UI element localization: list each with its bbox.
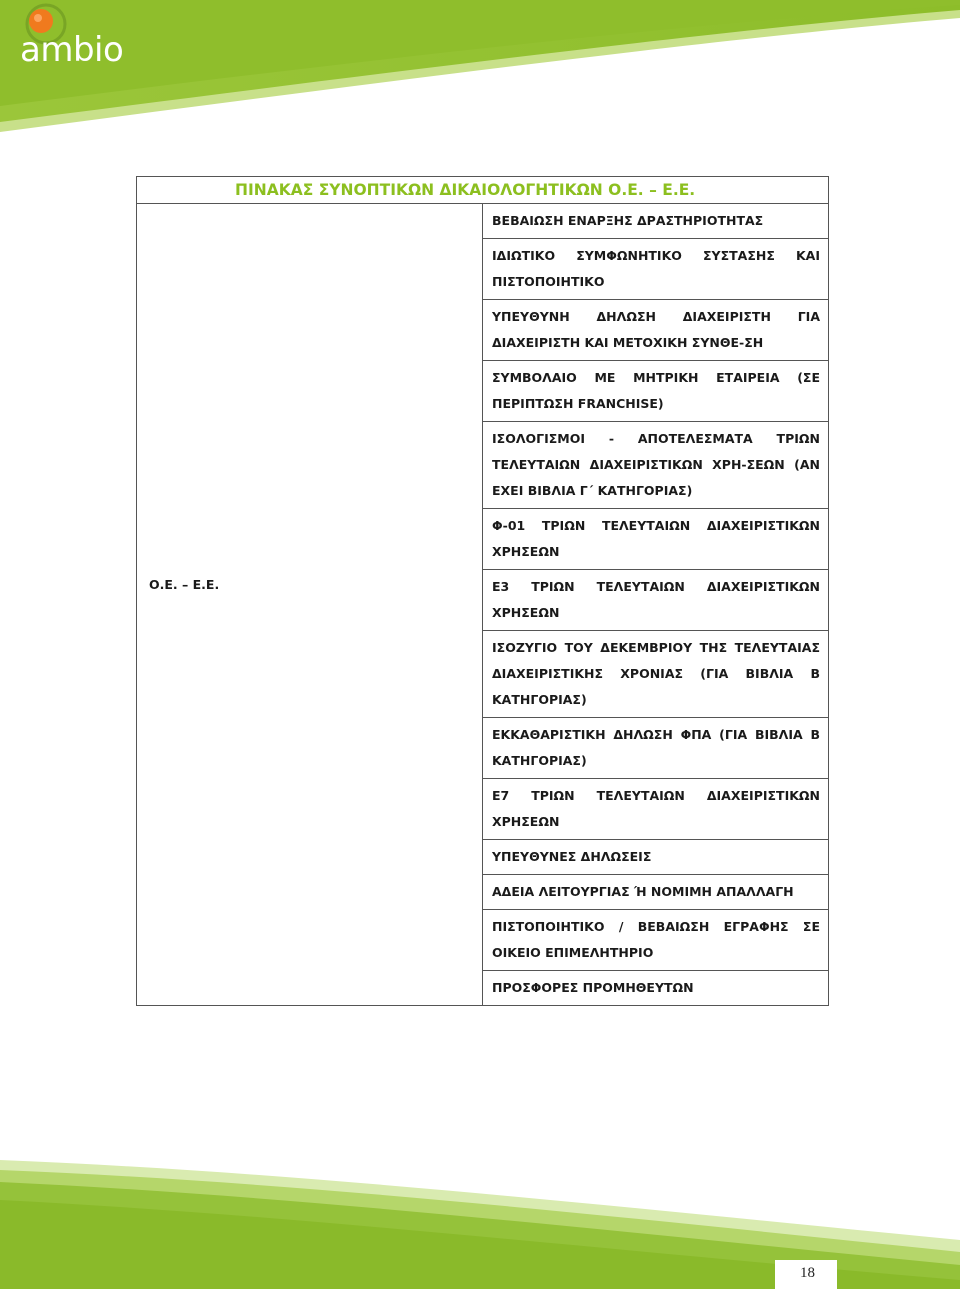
table-row: Ε3 ΤΡΙΩΝ ΤΕΛΕΥΤΑΙΩΝ ΔΙΑΧΕΙΡΙΣΤΙΚΩΝ ΧΡΗΣΕΩΝ xyxy=(483,570,829,631)
table-row: ΙΣΟΛΟΓΙΣΜΟΙ - ΑΠΟΤΕΛΕΣΜΑΤΑ ΤΡΙΩΝ ΤΕΛΕΥΤΑΙΩΝ ΔΙΑΧΕΙΡΙΣΤΙΚΩΝ ΧΡΗ-ΣΕΩΝ (ΑΝ ΕΧΕΙ ΒΙΒΛΙΑ Γ΄ ΚΑΤΗΓΟΡΙΑΣ) xyxy=(483,422,829,509)
table-row: Ε7 ΤΡΙΩΝ ΤΕΛΕΥΤΑΙΩΝ ΔΙΑΧΕΙΡΙΣΤΙΚΩΝ ΧΡΗΣΕΩΝ xyxy=(483,779,829,840)
table-row: ΣΥΜΒΟΛΑΙΟ ΜΕ ΜΗΤΡΙΚΗ ΕΤΑΙΡΕΙΑ (ΣΕ ΠΕΡΙΠΤΩΣΗ FRANCHISE) xyxy=(483,361,829,422)
logo-text: ambio xyxy=(20,30,124,70)
table-row: ΠΡΟΣΦΟΡΕΣ ΠΡΟΜΗΘΕΥΤΩΝ xyxy=(483,971,829,1006)
table-row: ΑΔΕΙΑ ΛΕΙΤΟΥΡΓΙΑΣ Ή ΝΟΜΙΜΗ ΑΠΑΛΛΑΓΗ xyxy=(483,875,829,910)
table-row: Φ-01 ΤΡΙΩΝ ΤΕΛΕΥΤΑΙΩΝ ΔΙΑΧΕΙΡΙΣΤΙΚΩΝ ΧΡΗΣΕΩΝ xyxy=(483,509,829,570)
company-type-cell xyxy=(137,204,483,1006)
page-number: 18 xyxy=(800,1265,815,1281)
table-row: ΙΔΙΩΤΙΚΟ ΣΥΜΦΩΝΗΤΙΚΟ ΣΥΣΤΑΣΗΣ ΚΑΙ ΠΙΣΤΟΠΟΙΗΤΙΚΟ xyxy=(483,239,829,300)
table-row: ΒΕΒΑΙΩΣΗ ΕΝΑΡΞΗΣ ΔΡΑΣΤΗΡΙΟΤΗΤΑΣ xyxy=(483,204,829,239)
table-row: ΥΠΕΥΘΥΝΕΣ ΔΗΛΩΣΕΙΣ xyxy=(483,840,829,875)
table-title: ΠΙΝΑΚΑΣ ΣΥΝΟΠΤΙΚΩΝ ΔΙΚΑΙΟΛΟΓΗΤΙΚΩΝ Ο.Ε. – Ε.Ε. xyxy=(137,177,829,204)
documents-table xyxy=(136,176,829,1006)
table-row: ΠΙΣΤΟΠΟΙΗΤΙΚΟ / ΒΕΒΑΙΩΣΗ ΕΓΡΑΦΗΣ ΣΕ ΟΙΚΕΙΟ ΕΠΙΜΕΛΗΤΗΡΙΟ xyxy=(483,910,829,971)
table-row: ΥΠΕΥΘΥΝΗ ΔΗΛΩΣΗ ΔΙΑΧΕΙΡΙΣΤΗ ΓΙΑ ΔΙΑΧΕΙΡΙΣΤΗ ΚΑΙ ΜΕΤΟΧΙΚΗ ΣΥΝΘΕ-ΣΗ xyxy=(483,300,829,361)
ambio-logo xyxy=(20,2,130,72)
header-banner xyxy=(0,0,960,135)
company-type-label: Ο.Ε. – Ε.Ε. xyxy=(149,576,220,592)
table-row: ΕΚΚΑΘΑΡΙΣΤΙΚΗ ΔΗΛΩΣΗ ΦΠΑ (ΓΙΑ ΒΙΒΛΙΑ Β ΚΑΤΗΓΟΡΙΑΣ) xyxy=(483,718,829,779)
table-row: ΙΣΟΖΥΓΙΟ ΤΟΥ ΔΕΚΕΜΒΡΙΟΥ ΤΗΣ ΤΕΛΕΥΤΑΙΑΣ ΔΙΑΧΕΙΡΙΣΤΙΚΗΣ ΧΡΟΝΙΑΣ (ΓΙΑ ΒΙΒΛΙΑ Β ΚΑΤΗΓΟΡΙΑΣ) xyxy=(483,631,829,718)
